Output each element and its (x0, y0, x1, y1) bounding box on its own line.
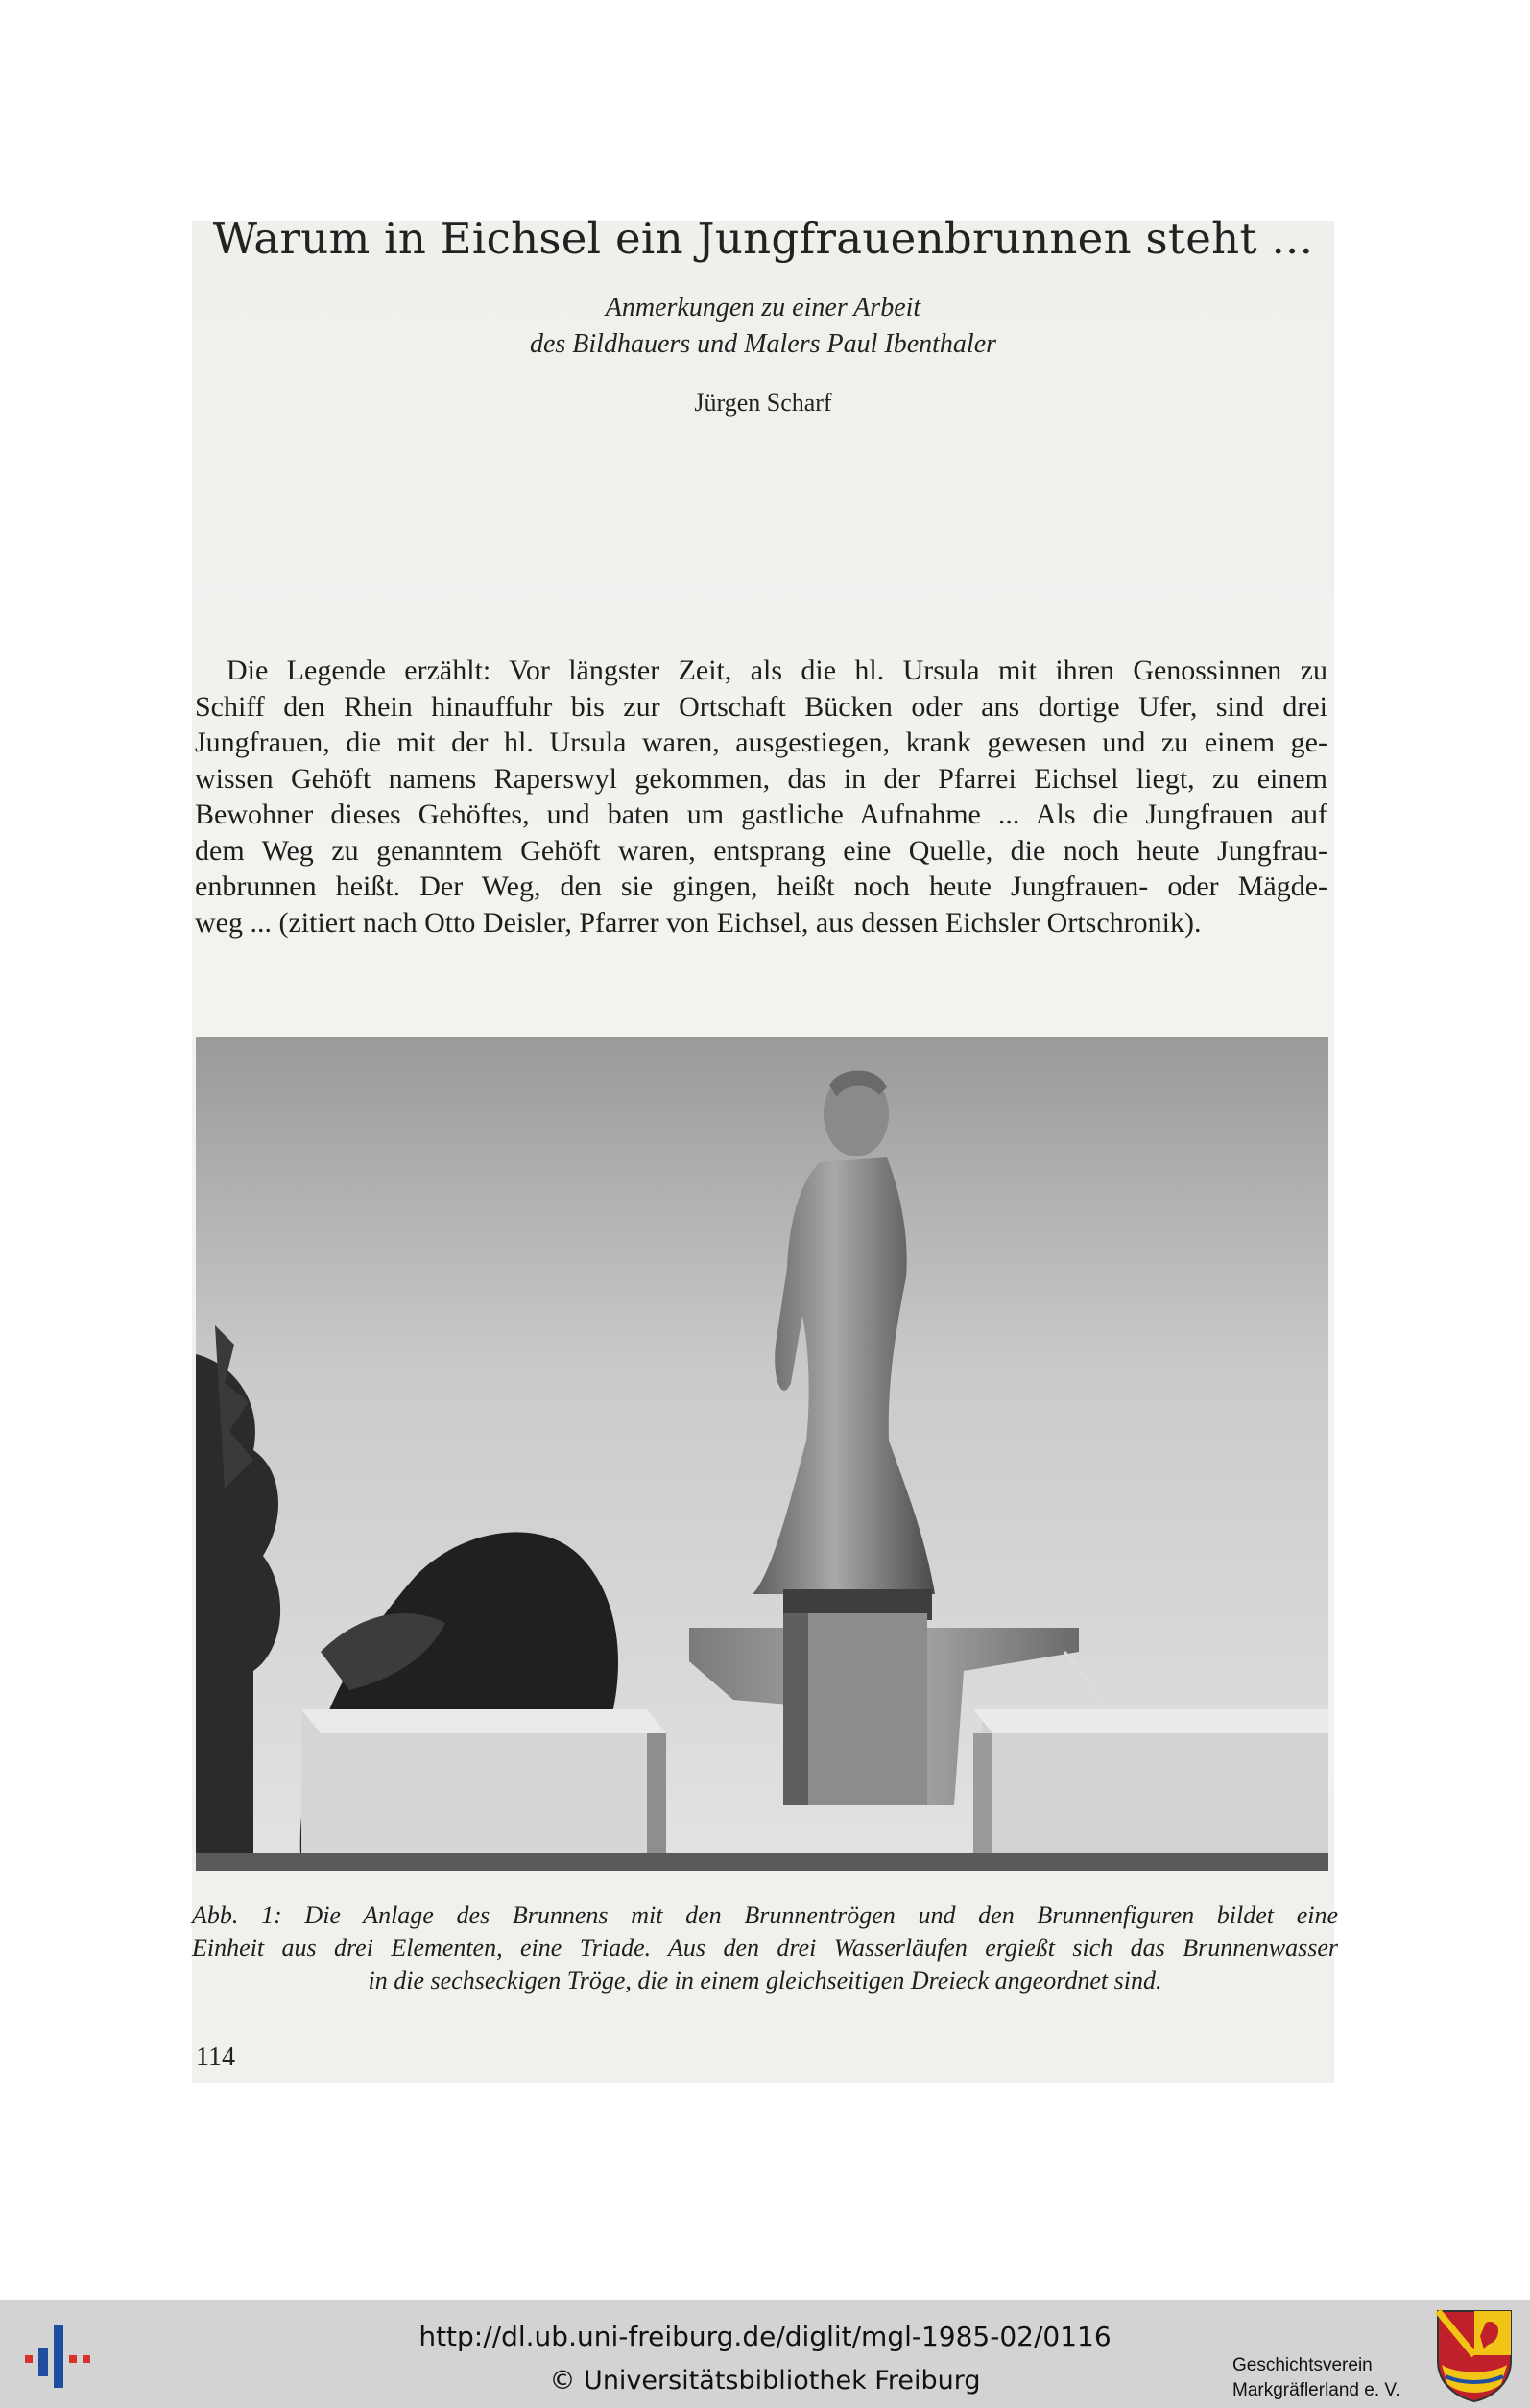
caption-line: Einheit aus drei Elementen, eine Triade. Aus den drei Wasserläufen ergießt sich das Brunnenwasser (192, 1934, 1338, 1962)
society-line: Markgräflerland e. V. (1232, 2380, 1400, 2400)
figure-caption (192, 1899, 1338, 1997)
subtitle-line: des Bildhauers und Malers Paul Ibenthaler (529, 329, 997, 359)
body-line: dem Weg zu genanntem Gehöft waren, entsprang eine Quelle, die noch heute Jungfrau- (195, 834, 1327, 867)
article-subtitle (192, 290, 1334, 363)
body-line: Schiff den Rhein hinauffuhr bis zur Ortschaft Bücken oder ans dortige Ufer, sind drei (195, 690, 1327, 723)
footer-copyright: © Universitätsbibliothek Freiburg (549, 2366, 981, 2396)
body-line: Jungfrauen, die mit der hl. Ursula waren, ausgestiegen, krank gewesen und zu einem ge- (195, 727, 1327, 758)
caption-line: in die sechseckigen Tröge, die in einem gleichseitigen Dreieck angeordnet sind. (368, 1967, 1162, 1994)
body-line: enbrunnen heißt. Der Weg, den sie gingen, heißt noch heute Jungfrauen- oder Mägde- (195, 870, 1327, 902)
article-title: Warum in Eichsel ein Jungfrauenbrunnen steht ... (212, 213, 1314, 264)
subtitle-line: Anmerkungen zu einer Arbeit (605, 293, 921, 322)
footer-society-name[interactable] (1232, 2353, 1424, 2403)
body-line: Bewohner dieses Gehöftes, und baten um gastliche Aufnahme ... Als die Jungfrauen auf (195, 799, 1327, 830)
page-number: 114 (196, 2042, 235, 2072)
fountain-photo (196, 1037, 1328, 1871)
coat-of-arms-icon[interactable] (1434, 2307, 1515, 2403)
society-line: Geschichtsverein (1232, 2355, 1373, 2375)
caption-line: Abb. 1: Die Anlage des Brunnens mit den Brunnentrögen und den Brunnenfiguren bildet eine (192, 1901, 1338, 1929)
body-line: weg ... (zitiert nach Otto Deisler, Pfarrer von Eichsel, aus dessen Eichsler Ortschronik). (195, 906, 1202, 939)
body-paragraph (195, 653, 1327, 941)
body-line: Die Legende erzählt: Vor längster Zeit, als die hl. Ursula mit ihren Genossinnen zu (227, 655, 1327, 686)
footer-url-link[interactable]: http://dl.ub.uni-freiburg.de/diglit/mgl-1985-02/0116 (418, 2321, 1112, 2352)
fountain-photo-illustration (196, 1037, 1328, 1871)
body-line: wissen Gehöft namens Raperswyl gekommen, das in der Pfarrei Eichsel liegt, zu einem (195, 762, 1327, 795)
article-author: Jürgen Scharf (694, 389, 832, 417)
